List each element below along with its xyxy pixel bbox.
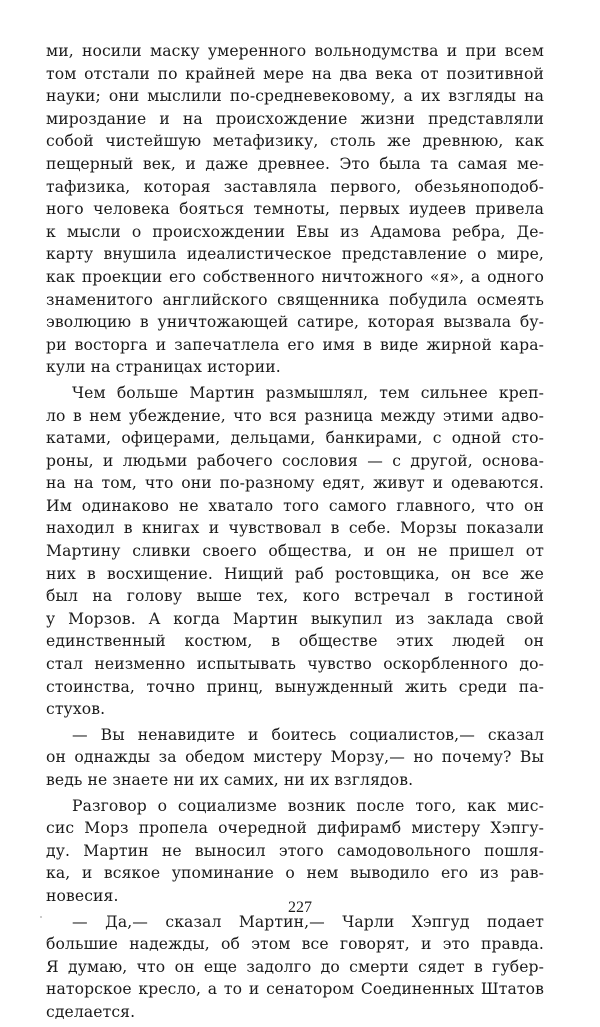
text-line: эволюцию в уничтожающей сатире, которая вызвала бу- [46,313,544,332]
text-line: ка, и всякое упоминание о нем выводило его из рав- [46,864,544,883]
text-line: большие надежды, об этом все говорят, и это правда. [46,935,544,954]
text-line: карту внушила идеалистическое представление о мире, [46,245,544,264]
text-line: стухов. [46,700,106,719]
text-line: том отстали по крайней мере на два века от позитивной [46,64,544,83]
text-line: сис Морз пропела очередной дифирамб мистеру Хэпгу- [46,819,544,838]
page-number: 227 [288,899,312,916]
text-line: Мартину сливки своего общества, и он не пришел от [46,542,544,561]
text-line: ведь не знаете ни их самих, ни их взглядов. [46,771,414,789]
text-line: единственный костюм, в обществе этих людей он [46,632,544,651]
text-line: на на том, что они по-разному едят, живут и одеваются. [46,474,544,493]
text-line: новесия. [46,886,119,905]
paragraph-1 [46,40,544,379]
text-line: как проекции его собственного ничтожного «я», а одного [46,267,544,286]
text-line: ного человека бояться темноты, первых иудеев привела [46,200,544,219]
paragraph-5-dialogue [46,911,544,1024]
text-line: находил в книгах и чувствовал в себе. Морзы показали [46,519,544,538]
text-line: мироздание и на происхождение жизни представляли [46,109,544,128]
text-line: у Морзов. А когда Мартин выкупил из заклада свой [46,609,544,628]
text-line: сделается. [46,1002,136,1021]
text-line: ри восторга и запечатлела его имя в виде жирной кара- [46,335,544,354]
paragraph-3-dialogue [46,724,544,792]
text-line: наторское кресло, а то и сенатором Соединенных Штатов [46,980,544,999]
text-line: Им одинаково не хватало того самого главного, что он [46,496,544,515]
text-line: он однажды за обедом мистеру Морзу,— но почему? Вы [46,748,544,767]
text-line: Я думаю, что он еще задолго до смерти сядет в губер- [46,957,544,976]
text-line: тафизика, которая заставляла первого, обезьяноподоб- [46,177,544,196]
text-line: собой чистейшую метафизику, столь же древнюю, как [46,132,544,151]
text-line: — Да,— сказал Мартин,— Чарли Хэпгуд подает [72,912,544,931]
text-line: к мысли о происхождении Евы из Адамова ребра, Де- [46,222,544,241]
text-line: стоинства, точно принц, вынужденный жить среди па- [46,677,544,696]
book-page-body [46,40,544,1027]
text-line: Чем больше Мартин размышлял, тем сильнее креп- [72,383,544,402]
text-line: катами, офицерами, дельцами, банкирами, с одной сто- [46,429,544,448]
scan-speck [40,916,42,918]
text-line: был на голову выше тех, кого встречал в гостиной [46,587,544,606]
text-line: Разговор о социализме возник после того, как мис- [72,796,544,815]
text-line: роны, и людьми рабочего сословия — с другой, основа- [46,451,544,470]
text-line: пещерный век, и даже древнее. Это была та самая ме- [46,154,544,173]
text-line: ду. Мартин не выносил этого самодовольного пошля- [46,841,544,860]
paragraph-4 [46,795,544,908]
paragraph-2 [46,382,544,721]
text-line: знаменитого английского священника побудила осмеять [46,290,544,309]
text-line: — Вы ненавидите и боитесь социалистов,— сказал [72,725,544,744]
text-line: ло в нем убеждение, что вся разница между этими адво- [46,406,544,425]
text-line: ми, носили маску умеренного вольнодумства и при всем [46,42,544,60]
text-line: стал неизменно испытывать чувство оскорбленного до- [46,655,544,674]
text-line: кули на страницах истории. [46,358,281,377]
text-line: них в восхищение. Нищий раб ростовщика, он все же [46,564,544,583]
text-line: науки; они мыслили по-средневековому, а их взгляды на [46,87,544,106]
